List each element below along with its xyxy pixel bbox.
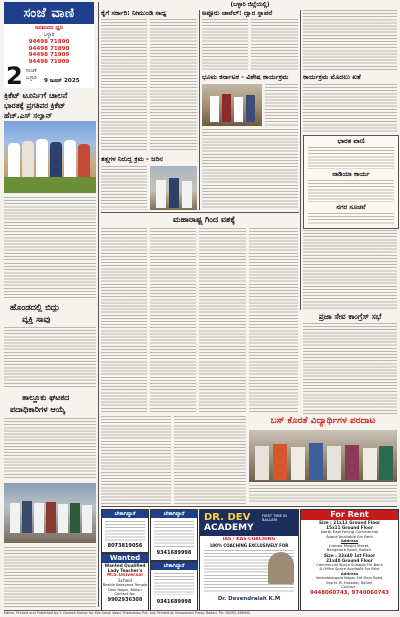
- left-story-2-headline: ತಾಲ್ಲೂಕು ಘಟಕದ: [22, 393, 70, 402]
- col4-box: [303, 135, 399, 229]
- academy-tag: IAS / KAS COACHING: [222, 537, 276, 542]
- small-ad-1: [101, 509, 149, 553]
- left-main-headline-3: ಹೆಚ್.ಎಸ್ ಸಲ್ಯಾನ್: [4, 111, 53, 120]
- academy-doctor: Dr. Devendraiah K.M: [217, 596, 281, 602]
- issue-number: 2: [6, 62, 23, 90]
- footer-imprint: Editor, Printed and Published by Y. Ganesh Kumar for M/s Sanje Vaani Publication Pvt. Ltd. Printed at Vishwavani Press, Ballari. Ph: 08392-266900: [4, 611, 251, 615]
- wanted-line7: Contact No:: [114, 592, 136, 597]
- newspaper-name: ಸಂಜೆ ವಾಣಿ: [23, 5, 75, 21]
- small-ad-1-title: ಬೇಕಾಗಿದ್ದಾರೆ: [102, 510, 148, 518]
- col4-mid-text: [303, 84, 397, 132]
- phone-3: 94498 71909: [28, 52, 70, 59]
- left-story-2-headline-b: ಪದಾಧಿಕಾರಿಗಳ ಆಯ್ಕೆ: [10, 405, 66, 414]
- bus-story-photo: [249, 430, 397, 482]
- rent-l6: Jumma Masjid Street,: [329, 543, 370, 548]
- academy-ad: [199, 509, 299, 611]
- col2-mid-photo: [150, 166, 197, 210]
- rent-l14: Opp N. B. Hospital, Ballari.: [325, 580, 374, 585]
- left-main-headline: ಕ್ರಿಕೆಟ್ ಟೂರ್ನಿಗೆ ಚಾಲನೆ: [4, 91, 68, 100]
- rent-l13: Venkateshwara Nagar 3rd Main Road,: [315, 576, 384, 581]
- editor-label: ಬಳ್ಳಾರಿ: [43, 32, 55, 38]
- center-story-headline: ಮಹಾರಾಷ್ಟ್ರ ಗಿಂದ ವಶಕ್ಕೆ: [172, 215, 236, 224]
- horizontal-rule-1: [101, 212, 299, 213]
- left-story-1-headline-b: ವ್ಯಕ್ತಿ ಸಾವು: [22, 314, 51, 324]
- wanted-line1: Wanted Qualified: [104, 563, 146, 568]
- rent-title: For Rent: [301, 510, 398, 520]
- rent-l1: Size : 21x11 Ground Floor: [318, 520, 381, 525]
- rent-l2: 15x11 Ground Floor: [326, 525, 373, 530]
- col3-divider: [300, 10, 301, 310]
- small-ad-3-title: ಬೇಕಾಗಿದ್ದಾರೆ: [151, 562, 197, 570]
- column-divider-1: [98, 2, 99, 607]
- rent-l7: Bangalore Road, Ballari.: [326, 548, 373, 553]
- col2-top-headline: ಕೈಗೆ ಸರ್ಕಾರಿ: ನೀಮುಂಡಿ ಸಾಧ್ಯ: [101, 10, 167, 17]
- col2-top-text-b: [150, 19, 197, 151]
- date-label: ಬಳ್ಳಾರಿ: [26, 75, 37, 81]
- col4-box-headline-2: ನಾಡಿಯಾ ಕಾರ್ಯ: [332, 171, 370, 178]
- col3-sub-headline: ಭೂಮ ಕರ್ನಾಟಕ - ವಿಶೇಷ ಕಾರ್ಯಕ್ರಮ: [202, 74, 289, 81]
- wanted-line3: M.S.Universal: [107, 573, 143, 578]
- col3-photo: [202, 84, 262, 126]
- rent-l10: Commercial Space Suitable For Bank: [316, 562, 383, 567]
- rent-l11: & Office Space Available For Rent: [319, 567, 380, 572]
- wanted-title: Wanted: [102, 554, 148, 563]
- center-text-d: [249, 228, 298, 413]
- left-bottom-text: [4, 547, 96, 607]
- left-story-1-headline: ಹೊಂಡದಲ್ಲಿ ಬಿದ್ದು: [10, 302, 60, 312]
- academy-header: [200, 510, 298, 536]
- wanted-phone: 9902936308: [107, 596, 143, 603]
- masthead: [4, 2, 94, 88]
- small-ad-2: [101, 553, 149, 611]
- col3-top-text-b: [251, 19, 298, 71]
- wanted-line2: Lady Teacher's: [107, 568, 143, 573]
- col4-box-headline: ಭಾರತ ವಾಣಿ: [337, 138, 365, 145]
- wanted-line4: School: [118, 578, 132, 584]
- col3-top-text-a: [202, 19, 248, 71]
- wanted-line5: Beside Narayana Temple: [102, 583, 148, 588]
- left-story-1-text: [4, 327, 96, 389]
- col2-divider: [199, 10, 200, 210]
- left-story-2-text: [4, 418, 96, 480]
- col4-top-text: [303, 10, 397, 72]
- rent-l5: Address: [340, 539, 359, 544]
- bus-story-text: [249, 485, 397, 503]
- academy-name-2: ACADEMY: [204, 523, 254, 533]
- rent-phone: 9448060743, 9740060743: [310, 589, 389, 596]
- col2-mid-text-a: [101, 166, 147, 210]
- small-ad-1-phone: 8073819056: [107, 543, 143, 549]
- academy-line: 100% COACHING EXCLUSIVELY FOR: [209, 543, 289, 548]
- small-ad-2-phone: 9341689998: [156, 550, 192, 556]
- phone-1: 94498 71890: [28, 39, 70, 45]
- small-ad-2-title: ಬೇಕಾಗಿದ್ದಾರೆ: [151, 510, 197, 518]
- rent-l15: Contact :: [341, 585, 358, 590]
- col3-sub-text-a: [265, 84, 298, 126]
- academy-tag2: FIRST TIME IN BALLARI: [262, 514, 287, 523]
- col4-lower-text: [303, 230, 397, 310]
- phone-2: 94498 71890: [28, 45, 70, 52]
- right-mid-headline: ಪ್ರಜಾ ಸೇವ ಕಾಂಗ್ರೆಸ್ ಸಭೆ: [318, 312, 382, 321]
- right-mid-text-b: [303, 323, 397, 415]
- small-ad-4: [150, 561, 198, 611]
- rent-l4: Space Available For Rent: [325, 534, 373, 539]
- academy-name: DR. DEV: [204, 512, 251, 523]
- doctor-photo: [268, 552, 294, 584]
- masthead-subtitle: ಜನಮನದ ಧ್ವನಿ: [34, 25, 64, 31]
- bus-story-headline: ಬಸ್ ಕೊರತೆ ವಿದ್ಯಾರ್ಥಿಗಳ ಪರದಾಟ: [270, 416, 376, 426]
- col2-mid-headline: ತತ್ತ್ವಗಳ ನಿರುದ್ಧ ಕ್ರಮ - ಜರಿನ: [101, 156, 163, 163]
- rent-l3: North East Facing Commercial: [320, 530, 379, 534]
- section-tag: (ಬಳ್ಳಾರಿ ಜಿಲ್ಲೆಯಲ್ಲಿ): [230, 2, 270, 8]
- center-lower-text-b: [174, 416, 246, 504]
- center-lower-text-a: [101, 416, 171, 504]
- masthead-banner: [4, 2, 94, 24]
- wanted-line6: Devi Nagar, Ballari: [108, 587, 142, 592]
- group-photo: [4, 483, 96, 543]
- phone-4: 94498 71909: [28, 58, 70, 65]
- center-text-a: [101, 228, 147, 413]
- left-main-headline-2: ಭಾರತಕ್ಕೆ ಪ್ರಗತಿಪರ ಕ್ರಿಕೆಟ್: [4, 101, 66, 110]
- horizontal-rule-2: [101, 506, 397, 507]
- cricket-photo: [4, 121, 96, 193]
- issue-date: 9 ಜೂನ್ 2025: [44, 78, 80, 84]
- center-text-b: [150, 228, 196, 413]
- left-article-text-1: [4, 197, 96, 261]
- rent-l12: Address: [340, 571, 359, 576]
- col3-sub-text-b: [202, 129, 298, 209]
- col3-top-headline: ಅಪ್ಪೂರು ಚಾನೆಲ್: ದ್ವಾರ ಸ್ಥಾಪನೆ: [202, 10, 273, 17]
- small-ad-3: [150, 509, 198, 561]
- center-text-c: [199, 228, 246, 413]
- small-ad-3-phone: 9341689998: [156, 599, 192, 605]
- left-article-text-2: [4, 263, 96, 299]
- col4-box-headline-3: ನಗರ ಸೂಚನೆ: [336, 204, 366, 211]
- issue-label: ಸಂಚಿಕೆ: [26, 68, 37, 74]
- rent-l8: Size : 33x40 1st Floor: [323, 552, 376, 558]
- col4-top-headline: ಕಾರ್ಯಕ್ರಮ ಮೊದಲು ಖತೆ: [303, 74, 361, 81]
- col2-top-text-a: [101, 19, 147, 151]
- rent-l9: 21x40 Ground Floor: [326, 557, 373, 563]
- rent-ad: [300, 509, 399, 611]
